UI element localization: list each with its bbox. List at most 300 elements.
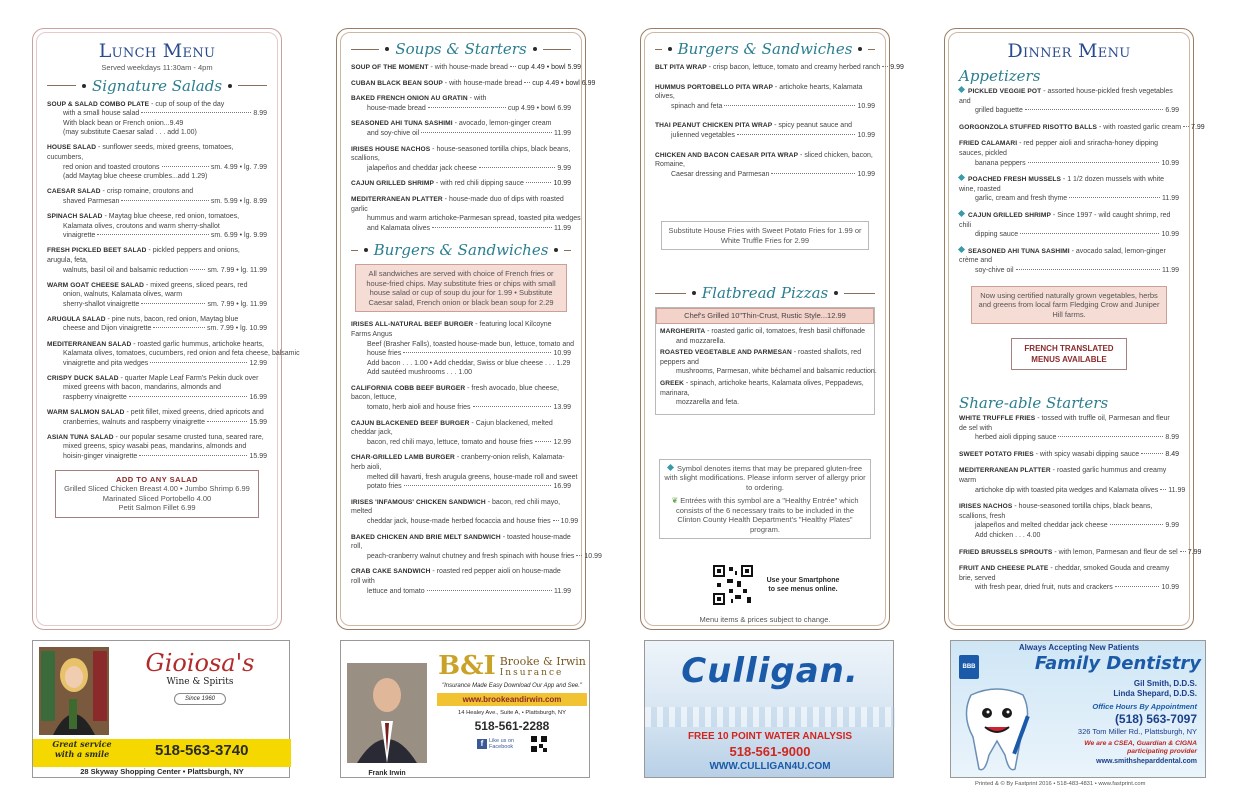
leader-dots	[1020, 233, 1159, 234]
item-desc: - mixed greens, sliced pears, red	[143, 281, 248, 289]
leader-dots	[1016, 269, 1160, 270]
menu-item-line	[47, 128, 267, 138]
line-text: and soy-chive oil	[367, 129, 420, 137]
item-name: CRISPY DUCK SALAD	[47, 374, 119, 382]
line-text: potato fries	[367, 483, 402, 491]
appetizer-list	[959, 87, 1205, 276]
menu-item	[47, 143, 267, 181]
leaf-icon: ❦	[671, 496, 679, 506]
item-price: 10.99	[857, 170, 875, 178]
menu-item-head	[959, 450, 1179, 460]
item-title	[47, 213, 239, 220]
menu-item-head	[47, 315, 267, 325]
facebook-link[interactable]	[477, 738, 523, 750]
item-price: 9.99	[1165, 522, 1179, 530]
menu-item-line	[959, 583, 1179, 593]
dental-phone[interactable]: (518) 563-7097	[1114, 712, 1197, 726]
menu-item	[47, 281, 267, 310]
bi-name: Brooke & Irwin	[499, 654, 586, 668]
store-photo	[39, 647, 109, 735]
menu-item-line	[351, 517, 579, 527]
item-title	[660, 328, 865, 335]
item-name: CAESAR SALAD	[47, 188, 101, 196]
leader-dots	[473, 406, 552, 407]
leader-dots	[1141, 453, 1163, 454]
item-desc: - 1 1/2 dozen mussels with white wine, roasted	[959, 176, 1165, 193]
menu-item-head	[660, 379, 870, 398]
menu-item-head	[959, 87, 1179, 106]
gioiosa-address: 28 Skyway Shopping Center • Plattsburgh, NY	[80, 767, 244, 776]
menu-item-line	[959, 521, 1179, 531]
item-name: MEDITERRANEAN PLATTER	[351, 195, 443, 203]
menu-item-line	[47, 266, 267, 276]
menu-item-line	[351, 349, 571, 359]
item-title	[351, 63, 508, 73]
item-title	[47, 434, 264, 441]
menu-item-head	[47, 187, 267, 197]
menu-item-head	[351, 145, 571, 164]
item-desc: - with house-made bread	[442, 79, 523, 87]
leader-dots	[1058, 436, 1163, 437]
healthy-notice-text: Entrées with this symbol are a "Healthy Entrée" which consists of the 6 necessary traits to be included in the Clinton County Health Department's "Healthy Plates" program.	[675, 496, 859, 534]
item-price: 10.99	[1161, 159, 1179, 167]
menu-item-line	[959, 159, 1179, 169]
item-name: SEASONED AHI TUNA SASHIMI	[351, 120, 453, 128]
menu-item-line	[959, 194, 1179, 204]
shareable-starters-title: Share-able Starters	[959, 394, 1109, 412]
bi-initials: B&I	[438, 651, 496, 681]
item-price: 16.99	[553, 483, 571, 491]
line-text: Kalamata olives, tomatoes, cucumbers, red onion and feta cheese, balsamic	[63, 350, 300, 358]
menu-item-line	[959, 433, 1179, 443]
dietary-notice-box	[659, 459, 871, 540]
item-name: WARM GOAT CHEESE SALAD	[47, 281, 144, 289]
item-desc: - sliced chicken, bacon, Romaine,	[655, 151, 873, 169]
item-price: 10.99	[584, 552, 602, 560]
item-desc: - tossed with truffle oil, Parmesan and fleur de sel with	[959, 415, 1170, 432]
line-text: jalapeños and melted cheddar jack cheese	[975, 522, 1108, 530]
line-text: and mozzarella.	[676, 337, 726, 345]
line-text: jalapeños and cheddar jack cheese	[367, 164, 477, 172]
menu-item	[660, 348, 877, 377]
item-title	[47, 375, 258, 382]
signature-salads-title: Signature Salads	[91, 76, 223, 95]
menu-item	[351, 195, 581, 233]
item-desc: - assorted house-pickled fresh vegetables and	[959, 88, 1173, 105]
culligan-ad[interactable]	[644, 640, 894, 778]
item-title	[47, 144, 233, 161]
item-price: sm. 4.99 • lg. 7.99	[210, 163, 267, 171]
item-desc: - house-seasoned tortilla chips, black beans, scallions, fresh	[959, 503, 1153, 520]
item-desc: - house-made duo of dips with roasted garlic	[351, 195, 564, 213]
item-desc: - roasted red pepper aioli on house-made roll with	[351, 568, 561, 585]
menu-item-line	[351, 473, 578, 483]
gluten-free-icon	[958, 210, 965, 217]
item-desc: - crisp romaine, croutons and	[100, 188, 194, 196]
item-name: CALIFORNIA COBB BEEF BURGER	[351, 384, 466, 392]
gluten-free-icon	[958, 174, 965, 181]
line-text: mozzarella and feta.	[676, 399, 740, 407]
menu-item-head	[959, 139, 1179, 158]
menu-item-line	[351, 359, 571, 369]
dentist-2: Linda Shepard, D.D.S.	[1113, 689, 1197, 698]
item-title	[351, 95, 486, 102]
item-title	[351, 79, 522, 89]
item-name: CHAR-GRILLED LAMB BURGER	[351, 454, 455, 462]
menu-item-head	[959, 211, 1179, 230]
line-text: cheddar jack, house-made herbed focaccia and house fries	[367, 518, 551, 525]
leader-dots	[1115, 586, 1160, 587]
menu-item-line	[47, 383, 267, 393]
burgers2-header	[655, 38, 875, 60]
line-text: spinach and feta	[671, 102, 723, 110]
item-desc: - featuring local Kilcoyne Farms Angus	[351, 321, 552, 338]
leader-dots	[510, 66, 516, 67]
item-name: WHITE TRUFFLE FRIES	[959, 415, 1036, 422]
line-text: hoisin-ginger vinaigrette	[63, 453, 138, 460]
menu-item	[660, 327, 870, 346]
item-desc: - cranberry-onion relish, Kalamata-herb aioli,	[351, 454, 565, 472]
leader-dots	[129, 396, 248, 397]
menu-item	[47, 374, 267, 403]
menu-item-head	[47, 143, 267, 162]
leader-dots	[737, 134, 856, 135]
item-title	[351, 534, 571, 551]
qr-caption: Use your Smartphone to see menus online.	[766, 576, 840, 594]
item-desc: - Since 1997 - wild caught shrimp, red chili	[959, 211, 1171, 229]
menu-item-head	[47, 374, 267, 384]
item-desc: - roasted garlic hummus and creamy warm	[959, 467, 1167, 484]
menu-item-line	[351, 482, 571, 492]
menu-item-line	[351, 587, 571, 597]
item-name: MARGHERITA	[660, 327, 706, 335]
item-desc: - fresh avocado, blue cheese, bacon, lettuce,	[351, 384, 559, 402]
item-price: 11.99	[1168, 486, 1186, 494]
item-name: IRISES 'INFAMOUS' CHICKEN SANDWICH	[351, 498, 486, 506]
menu-item	[351, 63, 582, 73]
item-price: 12.99	[553, 438, 571, 446]
item-title	[959, 450, 1139, 460]
item-name: GORGONZOLA STUFFED RISOTTO BALLS	[959, 123, 1098, 131]
menu-item-line	[959, 106, 1179, 116]
menu-item	[655, 151, 875, 180]
gioiosa-ad[interactable]	[32, 640, 290, 778]
item-price: sm. 7.99 • lg. 11.99	[207, 300, 267, 308]
line-text: garlic, cream and fresh thyme	[975, 195, 1068, 203]
menu-item-line	[959, 486, 1186, 496]
menu-item-head	[959, 548, 1202, 558]
leader-dots	[1069, 197, 1160, 198]
leader-dots	[882, 66, 888, 67]
print-credit: Printed & © By Fastprint 2016 • 518-483-4831 • www.fastprint.com	[975, 781, 1146, 787]
menu-item-line	[351, 104, 571, 114]
item-price: 11.99	[554, 129, 571, 137]
dental-website[interactable]: www.smithsheparddental.com	[1096, 758, 1197, 765]
menu-item-head	[660, 348, 870, 367]
menu-item	[47, 246, 267, 275]
item-name: FRESH PICKLED BEET SALAD	[47, 247, 147, 255]
item-title	[959, 548, 1178, 558]
menu-item-head	[959, 247, 1179, 266]
menu-item	[959, 414, 1179, 443]
menu-item	[47, 187, 267, 206]
signature-salads-header	[47, 75, 267, 97]
line-text: walnuts, basil oil and balsamic reduction	[63, 266, 188, 274]
item-desc: - roasted garlic oil, tomatoes, fresh basil chiffonade	[705, 327, 865, 335]
soups-starters-panel	[336, 28, 602, 630]
leader-dots	[553, 520, 559, 521]
menu-item-line	[47, 109, 267, 119]
agent-photo	[347, 663, 427, 777]
burger-list	[351, 320, 602, 596]
add-to-salad-box	[55, 470, 259, 518]
item-name: BAKED FRENCH ONION AU GRATIN	[351, 95, 468, 103]
lunch-menu-panel	[32, 28, 300, 630]
gioiosa-yellow-band	[33, 739, 291, 767]
leader-dots	[724, 105, 855, 106]
menu-item	[660, 379, 870, 408]
item-price: 11.99	[1162, 266, 1179, 274]
item-name: HOUSE SALAD	[47, 144, 97, 152]
menu-item	[959, 502, 1179, 540]
menu-item-head	[351, 79, 596, 89]
dentist-1: Gil Smith, D.D.S.	[1133, 679, 1197, 688]
menu-item-head	[47, 408, 267, 418]
menu-item	[351, 145, 571, 174]
menu-item-line	[47, 222, 267, 232]
menu-item-line	[47, 324, 267, 334]
menu-item-head	[351, 119, 571, 129]
menu-item-head	[351, 63, 582, 73]
item-name: MEDITERRANEAN SALAD	[47, 340, 132, 348]
item-name: BAKED CHICKEN AND BRIE MELT SANDWICH	[351, 533, 501, 541]
menu-item	[959, 175, 1179, 204]
item-desc: - avocado, lemon-ginger cream	[452, 120, 552, 128]
item-name: SWEET POTATO FRIES	[959, 450, 1034, 458]
item-title	[351, 120, 552, 127]
menu-item-head	[655, 151, 875, 170]
line-text: onion, walnuts, Kalamata olives, warm	[63, 291, 183, 299]
menu-item-line	[47, 290, 267, 300]
menu-item-line	[47, 393, 267, 403]
menu-item	[959, 564, 1179, 593]
menu-item	[351, 320, 575, 378]
line-text: with a small house salad	[63, 110, 140, 118]
soups-header	[351, 38, 571, 60]
menu-item	[655, 121, 875, 140]
menu-item	[47, 100, 267, 138]
menu-item-line	[47, 442, 267, 452]
line-text: Add bacon . . . 1.00 • Add cheddar, Swiss or blue cheese . . . 1.29	[367, 359, 571, 367]
line-text: grilled baguette	[975, 107, 1023, 115]
agent-name: Frank Irwin	[368, 770, 406, 777]
item-name: CAJUN GRILLED SHRIMP	[351, 180, 434, 188]
menu-item	[47, 315, 267, 334]
menu-item-head	[351, 453, 571, 472]
item-title	[959, 248, 1166, 265]
leader-dots	[526, 182, 552, 183]
line-text: Caesar dressing and Parmesan	[671, 170, 770, 178]
wrap-list	[655, 63, 904, 179]
item-desc: - with	[467, 95, 487, 103]
dinner-menu-title: Dinner Menu	[1007, 40, 1131, 62]
menu-item-line	[959, 230, 1179, 240]
item-title	[47, 316, 238, 323]
bi-phone[interactable]: 518-561-2288	[474, 719, 550, 733]
man-photo-icon	[347, 663, 427, 763]
menu-item-head	[351, 195, 571, 214]
fries-substitute-box: Substitute House Fries with Sweet Potato Fries for 1.99 or White Truffle Fries for 2.99	[661, 221, 869, 250]
gioiosa-tag: Wine & Spirits	[166, 677, 234, 687]
menu-item-line	[351, 340, 575, 350]
menu-item	[351, 453, 578, 491]
flatbread-box	[655, 307, 875, 414]
menu-item	[959, 466, 1186, 495]
item-desc: - roasted garlic hummus, artichoke hearts,	[131, 340, 264, 348]
gioiosa-since: Since 1960	[174, 693, 226, 705]
culligan-phone[interactable]: 518-561-9000	[729, 744, 811, 759]
line-text: mushrooms, Parmesan, white béchamel and balsamic reduction.	[676, 368, 877, 376]
menu-item	[351, 79, 596, 89]
healthy-notice	[664, 496, 866, 534]
item-desc: - spinach, artichoke hearts, Kalamata olives, Peppadews, marinara,	[660, 379, 864, 397]
qr-code-icon[interactable]	[713, 565, 753, 605]
item-price: cup 4.49 • bowl 6.99	[532, 79, 596, 87]
item-desc: - house-seasoned tortilla chips, black beans, scallions,	[351, 145, 571, 163]
menu-item-line	[351, 224, 571, 234]
line-text: Kalamata olives, croutons and warm sherry-shallot	[63, 222, 220, 230]
item-name: FRUIT AND CHEESE PLATE	[959, 565, 1049, 573]
flatbread-list	[656, 327, 877, 408]
gioiosa-slogan: Great service with a smile	[52, 739, 112, 759]
menu-item-head	[351, 419, 571, 438]
menu-item	[655, 63, 904, 73]
lunch-hours: Served weekdays 11:30am - 4pm	[101, 63, 213, 72]
menu-item-line	[47, 197, 267, 207]
line-text: Beef (Brasher Falls), toasted house-made bun, lettuce, tomato and	[367, 340, 575, 348]
item-price: 9.99	[890, 64, 904, 71]
menu-item-line	[47, 231, 267, 241]
culligan-website[interactable]: WWW.CULLIGAN4U.COM	[709, 761, 831, 772]
menu-item-line	[655, 131, 875, 141]
item-desc: - artichoke hearts, Kalamata olives,	[655, 83, 863, 101]
item-price: cup 4.99 • bowl 6.99	[507, 104, 571, 112]
leader-dots	[139, 455, 247, 456]
menu-item-line	[47, 300, 267, 310]
line-text: with fresh pear, dried fruit, nuts and crackers	[975, 584, 1113, 592]
item-desc: - pine nuts, bacon, red onion, Maytag blue	[105, 315, 239, 323]
item-title	[351, 146, 570, 163]
line-text: vinaigrette and pita wedges	[63, 359, 149, 367]
item-title	[47, 341, 264, 348]
gioiosa-name: Gioiosa's	[145, 649, 255, 677]
menu-item-line	[959, 266, 1179, 276]
gluten-free-icon	[667, 464, 674, 471]
item-desc: - with red chili dipping sauce	[433, 180, 524, 188]
menu-item-line	[47, 359, 267, 369]
flatbread-title: Flatbread Pizzas	[701, 284, 829, 303]
leader-dots	[121, 200, 208, 201]
item-title	[351, 179, 524, 189]
menu-item	[351, 498, 579, 527]
menu-item	[351, 384, 571, 413]
menu-item-line	[351, 368, 571, 378]
line-text: (may substitute Caesar salad . . . add 1.00)	[63, 129, 197, 137]
leader-dots	[1180, 551, 1186, 552]
menu-item-head	[47, 246, 267, 265]
dental-title: Family Dentistry	[1034, 653, 1201, 674]
item-price: 11.99	[554, 587, 571, 595]
menu-item-head	[351, 498, 571, 517]
line-text: mixed greens, spicy wasabi peas, mandarins, almonds and	[63, 443, 247, 451]
item-title	[959, 123, 1181, 133]
leader-dots	[771, 173, 855, 174]
brooke-irwin-ad[interactable]	[340, 640, 590, 778]
add-line: Petit Salmon Fillet 6.99	[118, 503, 196, 513]
menu-item-line	[660, 367, 877, 377]
line-text: With black bean or French onion...9.49	[63, 119, 184, 127]
item-price: 8.99	[1165, 434, 1179, 442]
appetizers-title: Appetizers	[959, 67, 1041, 85]
item-price: 16.99	[249, 394, 267, 402]
leader-dots	[141, 112, 251, 113]
item-desc: - with lemon, Parmesan and fleur de sel	[1052, 548, 1178, 556]
item-name: CHICKEN AND BACON CAESAR PITA WRAP	[655, 151, 799, 159]
menu-item-head	[655, 121, 875, 131]
item-desc: - bacon, red chili mayo, melted	[351, 498, 561, 516]
leader-dots	[1160, 489, 1166, 490]
family-dentistry-ad[interactable]	[950, 640, 1206, 778]
item-title	[959, 503, 1152, 520]
gioiosa-logo	[115, 649, 285, 723]
line-text: cheese and Dijon vinaigrette	[63, 325, 152, 333]
menu-item-line	[655, 170, 875, 180]
leader-dots	[1110, 524, 1164, 525]
qr-block	[713, 565, 875, 605]
line-text: red onion and toasted croutons	[63, 163, 160, 171]
line-text: raspberry vinaigrette	[63, 394, 127, 402]
item-title	[351, 454, 565, 471]
dental-address: 326 Tom Miller Rd., Plattsburgh, NY	[1077, 727, 1197, 736]
bi-website[interactable]: www.brookeandirwin.com	[437, 693, 587, 706]
menu-item-line	[351, 164, 571, 174]
item-price: 6.99	[1165, 107, 1179, 115]
menu-item	[959, 450, 1179, 460]
item-name: HUMMUS PORTOBELLO PITA WRAP	[655, 83, 773, 91]
add-line: Grilled Sliced Chicken Breast 4.00 • Jumbo Shrimp 6.99	[64, 484, 250, 494]
gioiosa-phone[interactable]: 518-563-3740	[155, 742, 249, 759]
line-text: lettuce and tomato	[367, 587, 425, 595]
menu-item	[959, 139, 1179, 168]
item-desc: - cheddar, smoked Gouda and creamy brie, served	[959, 565, 1170, 582]
menu-item-line	[351, 214, 581, 224]
menu-item-head	[655, 63, 904, 73]
qr-code-icon[interactable]	[531, 736, 547, 752]
leader-dots	[479, 167, 556, 168]
item-price: 7.99	[1191, 123, 1205, 131]
gluten-notice-text: Symbol denotes items that may be prepared gluten-free with slight modifications. Please inform server of allergy prior to ordering.	[664, 463, 866, 492]
burgers2-title: Burgers & Sandwiches	[677, 40, 853, 58]
menu-item-line	[47, 418, 267, 428]
item-desc: - sunflower seeds, mixed greens, tomatoes, cucumbers,	[47, 144, 234, 162]
menu-item-head	[959, 466, 1179, 485]
item-price: sm. 7.99 • lg. 10.99	[206, 325, 267, 333]
menu-item-head	[959, 502, 1179, 521]
menu-item	[351, 567, 571, 596]
menu-item	[351, 94, 571, 113]
item-price: 11.99	[554, 224, 571, 232]
item-title	[351, 420, 553, 437]
